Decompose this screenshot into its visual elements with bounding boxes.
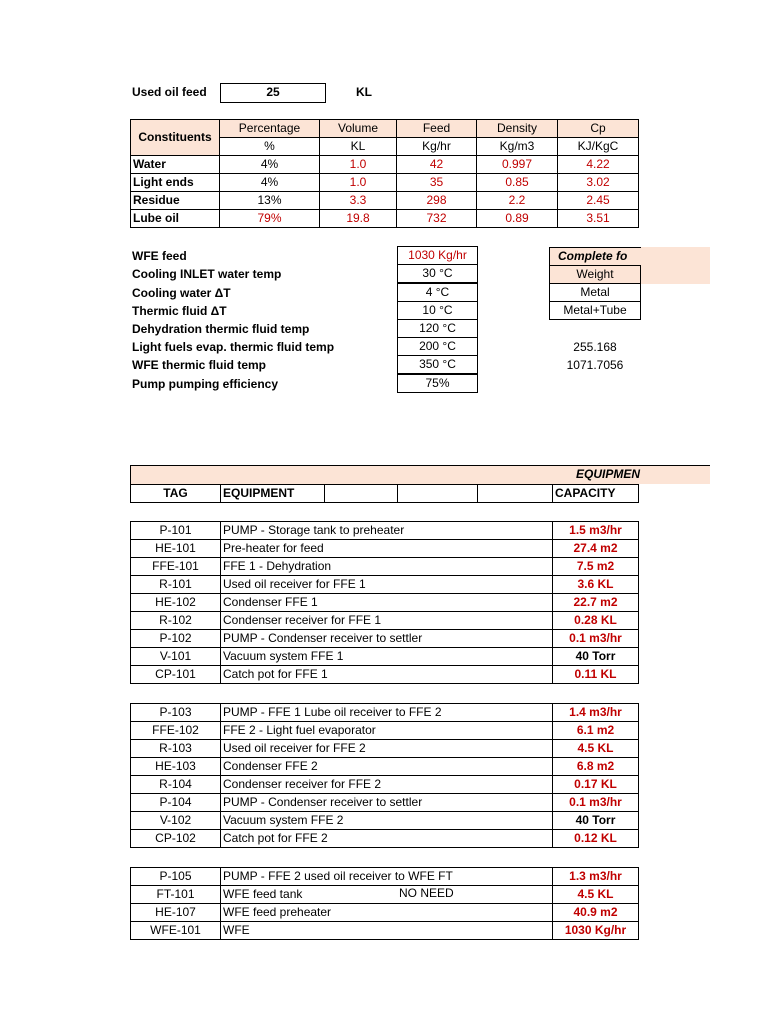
param-label-dehydration-temp: Dehydration thermic fluid temp xyxy=(132,322,310,336)
equipment-tag: FFE-101 xyxy=(131,558,221,576)
constituent-name: Light ends xyxy=(131,174,220,192)
equipment-tag: P-103 xyxy=(131,704,221,722)
constituent-density: 0.85 xyxy=(477,174,558,192)
equipment-capacity: 3.6 KL xyxy=(553,576,639,594)
param-label-cooling-inlet: Cooling INLET water temp xyxy=(132,267,282,281)
equipment-group-2 xyxy=(130,703,639,848)
equipment-tag: HE-101 xyxy=(131,540,221,558)
equipment-capacity: 40 Torr xyxy=(553,648,639,666)
constituent-vol: 19.8 xyxy=(320,210,397,228)
constituent-feed: 298 xyxy=(397,192,477,210)
equipment-name: PUMP - Condenser receiver to settler xyxy=(221,794,553,812)
table-row xyxy=(131,868,639,886)
constituent-cp: 4.22 xyxy=(558,156,639,174)
equipment-capacity: 0.28 KL xyxy=(553,612,639,630)
constituent-density: 0.997 xyxy=(477,156,558,174)
constituent-pct: 79% xyxy=(220,210,320,228)
constituent-density: 0.89 xyxy=(477,210,558,228)
constituent-vol: 1.0 xyxy=(320,156,397,174)
equipment-capacity: 0.1 m3/hr xyxy=(553,630,639,648)
constituent-name: Lube oil xyxy=(131,210,220,228)
equipment-capacity: 6.1 m2 xyxy=(553,722,639,740)
constituent-pct[interactable]: 13% xyxy=(220,192,320,210)
table-row xyxy=(131,558,639,576)
equipment-name: Condenser FFE 1 xyxy=(221,594,553,612)
table-row xyxy=(131,904,639,922)
equipment-tag: FFE-102 xyxy=(131,722,221,740)
equipment-header-table xyxy=(130,484,639,503)
constituent-cp: 3.51 xyxy=(558,210,639,228)
equipment-tag: WFE-101 xyxy=(131,922,221,940)
equipment-capacity: 1030 Kg/hr xyxy=(553,922,639,940)
unit-percentage: % xyxy=(220,138,320,156)
equipment-header-capacity: CAPACITY xyxy=(553,485,639,503)
equipment-name: WFE feed preheater xyxy=(221,904,553,922)
equipment-tag: R-101 xyxy=(131,576,221,594)
table-row xyxy=(131,648,639,666)
feed-value[interactable]: 25 xyxy=(220,83,326,103)
constituent-row xyxy=(131,156,639,174)
equipment-name: Condenser receiver for FFE 2 xyxy=(221,776,553,794)
equipment-tag: CP-102 xyxy=(131,830,221,848)
equipment-tag: P-101 xyxy=(131,522,221,540)
unit-feed: Kg/hr xyxy=(397,138,477,156)
equipment-name: FFE 2 - Light fuel evaporator xyxy=(221,722,553,740)
equipment-tag: P-102 xyxy=(131,630,221,648)
equipment-tag: HE-107 xyxy=(131,904,221,922)
equipment-tag: R-104 xyxy=(131,776,221,794)
equipment-name: Catch pot for FFE 1 xyxy=(221,666,553,684)
feed-unit: KL xyxy=(356,85,372,99)
equipment-tag: R-102 xyxy=(131,612,221,630)
param-value-thermic-dt[interactable]: 10 °C xyxy=(397,301,478,320)
equipment-tag: CP-101 xyxy=(131,666,221,684)
equipment-capacity: 1.4 m3/hr xyxy=(553,704,639,722)
unit-density: Kg/m3 xyxy=(477,138,558,156)
side-panel-weight: Weight xyxy=(549,265,641,284)
side-panel-metal-tube: Metal+Tube xyxy=(549,301,641,320)
equipment-note: NO NEED xyxy=(399,886,454,900)
equipment-name: Vacuum system FFE 2 xyxy=(221,812,553,830)
constituent-name: Residue xyxy=(131,192,220,210)
table-row xyxy=(131,522,639,540)
equipment-tag: P-104 xyxy=(131,794,221,812)
equipment-capacity: 4.5 KL xyxy=(553,886,639,904)
equipment-tag: R-103 xyxy=(131,740,221,758)
equipment-tag: V-102 xyxy=(131,812,221,830)
equipment-capacity: 40 Torr xyxy=(553,812,639,830)
col-header-cp: Cp xyxy=(558,120,639,138)
constituent-feed: 35 xyxy=(397,174,477,192)
table-row xyxy=(131,922,639,940)
constituent-cp: 2.45 xyxy=(558,192,639,210)
equipment-name: Catch pot for FFE 2 xyxy=(221,830,553,848)
equipment-capacity: 6.8 m2 xyxy=(553,758,639,776)
equipment-capacity: 0.17 KL xyxy=(553,776,639,794)
col-header-volume: Volume xyxy=(320,120,397,138)
equipment-name: PUMP - FFE 2 used oil receiver to WFE FT xyxy=(221,868,553,886)
constituent-row xyxy=(131,210,639,228)
constituent-pct[interactable]: 4% xyxy=(220,174,320,192)
equipment-group-1 xyxy=(130,521,639,684)
equipment-capacity: 0.11 KL xyxy=(553,666,639,684)
table-row xyxy=(131,594,639,612)
constituent-density: 2.2 xyxy=(477,192,558,210)
table-row xyxy=(131,612,639,630)
side-panel-value: 1071.7056 xyxy=(566,358,624,372)
equipment-name: Used oil receiver for FFE 1 xyxy=(221,576,553,594)
table-row xyxy=(131,540,639,558)
equipment-name: PUMP - Storage tank to preheater xyxy=(221,522,553,540)
table-row xyxy=(131,886,639,904)
param-value-cooling-inlet[interactable]: 30 °C xyxy=(397,264,478,283)
equipment-capacity: 1.5 m3/hr xyxy=(553,522,639,540)
constituent-row xyxy=(131,174,639,192)
param-label-thermic-dt: Thermic fluid ΔT xyxy=(132,304,227,318)
equipment-header-blank xyxy=(325,485,398,503)
feed-label: Used oil feed xyxy=(132,85,207,99)
side-panel-title: Complete fo xyxy=(549,247,641,266)
equipment-name-cell xyxy=(221,886,553,904)
col-header-density: Density xyxy=(477,120,558,138)
param-label-light-fuels-temp: Light fuels evap. thermic fluid temp xyxy=(132,340,335,354)
equipment-tag: FT-101 xyxy=(131,886,221,904)
equipment-name: Vacuum system FFE 1 xyxy=(221,648,553,666)
table-row xyxy=(131,740,639,758)
constituent-pct[interactable]: 4% xyxy=(220,156,320,174)
constituent-cp: 3.02 xyxy=(558,174,639,192)
col-header-feed: Feed xyxy=(397,120,477,138)
param-value-wfe-temp[interactable]: 350 °C xyxy=(397,355,478,374)
equipment-name: WFE xyxy=(221,922,553,940)
equipment-tag: HE-102 xyxy=(131,594,221,612)
side-panel-metal: Metal xyxy=(549,283,641,302)
equipment-tag: HE-103 xyxy=(131,758,221,776)
equipment-name: PUMP - FFE 1 Lube oil receiver to FFE 2 xyxy=(221,704,553,722)
table-row xyxy=(131,666,639,684)
param-label-wfe-temp: WFE thermic fluid temp xyxy=(132,358,267,372)
equipment-tag: V-101 xyxy=(131,648,221,666)
constituent-name: Water xyxy=(131,156,220,174)
equipment-group-3 xyxy=(130,867,639,940)
equipment-capacity: 22.7 m2 xyxy=(553,594,639,612)
equipment-name: Pre-heater for feed xyxy=(221,540,553,558)
constituent-vol: 3.3 xyxy=(320,192,397,210)
table-row xyxy=(131,704,639,722)
table-row xyxy=(131,576,639,594)
equipment-name: PUMP - Condenser receiver to settler xyxy=(221,630,553,648)
constituent-row xyxy=(131,192,639,210)
equipment-header-blank xyxy=(398,485,478,503)
constituents-table xyxy=(130,119,639,228)
equipment-name: WFE feed tank xyxy=(223,887,303,901)
param-value-cooling-dt[interactable]: 4 °C xyxy=(397,283,478,302)
equipment-header-tag: TAG xyxy=(131,485,221,503)
table-row xyxy=(131,776,639,794)
col-header-percentage: Percentage xyxy=(220,120,320,138)
equipment-banner: EQUIPMEN xyxy=(130,465,710,484)
equipment-capacity: 0.12 KL xyxy=(553,830,639,848)
constituent-vol: 1.0 xyxy=(320,174,397,192)
equipment-name: Condenser FFE 2 xyxy=(221,758,553,776)
equipment-capacity: 27.4 m2 xyxy=(553,540,639,558)
param-label-wfe-feed: WFE feed xyxy=(132,249,187,263)
equipment-capacity: 7.5 m2 xyxy=(553,558,639,576)
equipment-capacity: 1.3 m3/hr xyxy=(553,868,639,886)
equipment-tag: P-105 xyxy=(131,868,221,886)
equipment-header-blank xyxy=(478,485,553,503)
unit-cp: KJ/KgC xyxy=(558,138,639,156)
equipment-name: Used oil receiver for FFE 2 xyxy=(221,740,553,758)
param-value-dehydration-temp[interactable]: 120 °C xyxy=(397,319,478,338)
table-row xyxy=(131,830,639,848)
table-row xyxy=(131,722,639,740)
param-value-pump-efficiency[interactable]: 75% xyxy=(397,374,478,393)
constituent-feed: 732 xyxy=(397,210,477,228)
param-label-cooling-dt: Cooling water ΔT xyxy=(132,286,231,300)
param-value-light-fuels-temp[interactable]: 200 °C xyxy=(397,337,478,356)
side-panel-value: 255.168 xyxy=(573,340,617,354)
param-label-pump-efficiency: Pump pumping efficiency xyxy=(132,377,279,391)
equipment-capacity: 40.9 m2 xyxy=(553,904,639,922)
table-row xyxy=(131,812,639,830)
table-row xyxy=(131,758,639,776)
equipment-name: Condenser receiver for FFE 1 xyxy=(221,612,553,630)
equipment-name: FFE 1 - Dehydration xyxy=(221,558,553,576)
equipment-header-equipment: EQUIPMENT xyxy=(221,485,325,503)
param-value-wfe-feed: 1030 Kg/hr xyxy=(397,246,478,265)
equipment-capacity: 4.5 KL xyxy=(553,740,639,758)
constituent-feed: 42 xyxy=(397,156,477,174)
constituents-header: Constituents xyxy=(131,120,220,156)
equipment-capacity: 0.1 m3/hr xyxy=(553,794,639,812)
table-row xyxy=(131,794,639,812)
unit-volume: KL xyxy=(320,138,397,156)
table-row xyxy=(131,630,639,648)
